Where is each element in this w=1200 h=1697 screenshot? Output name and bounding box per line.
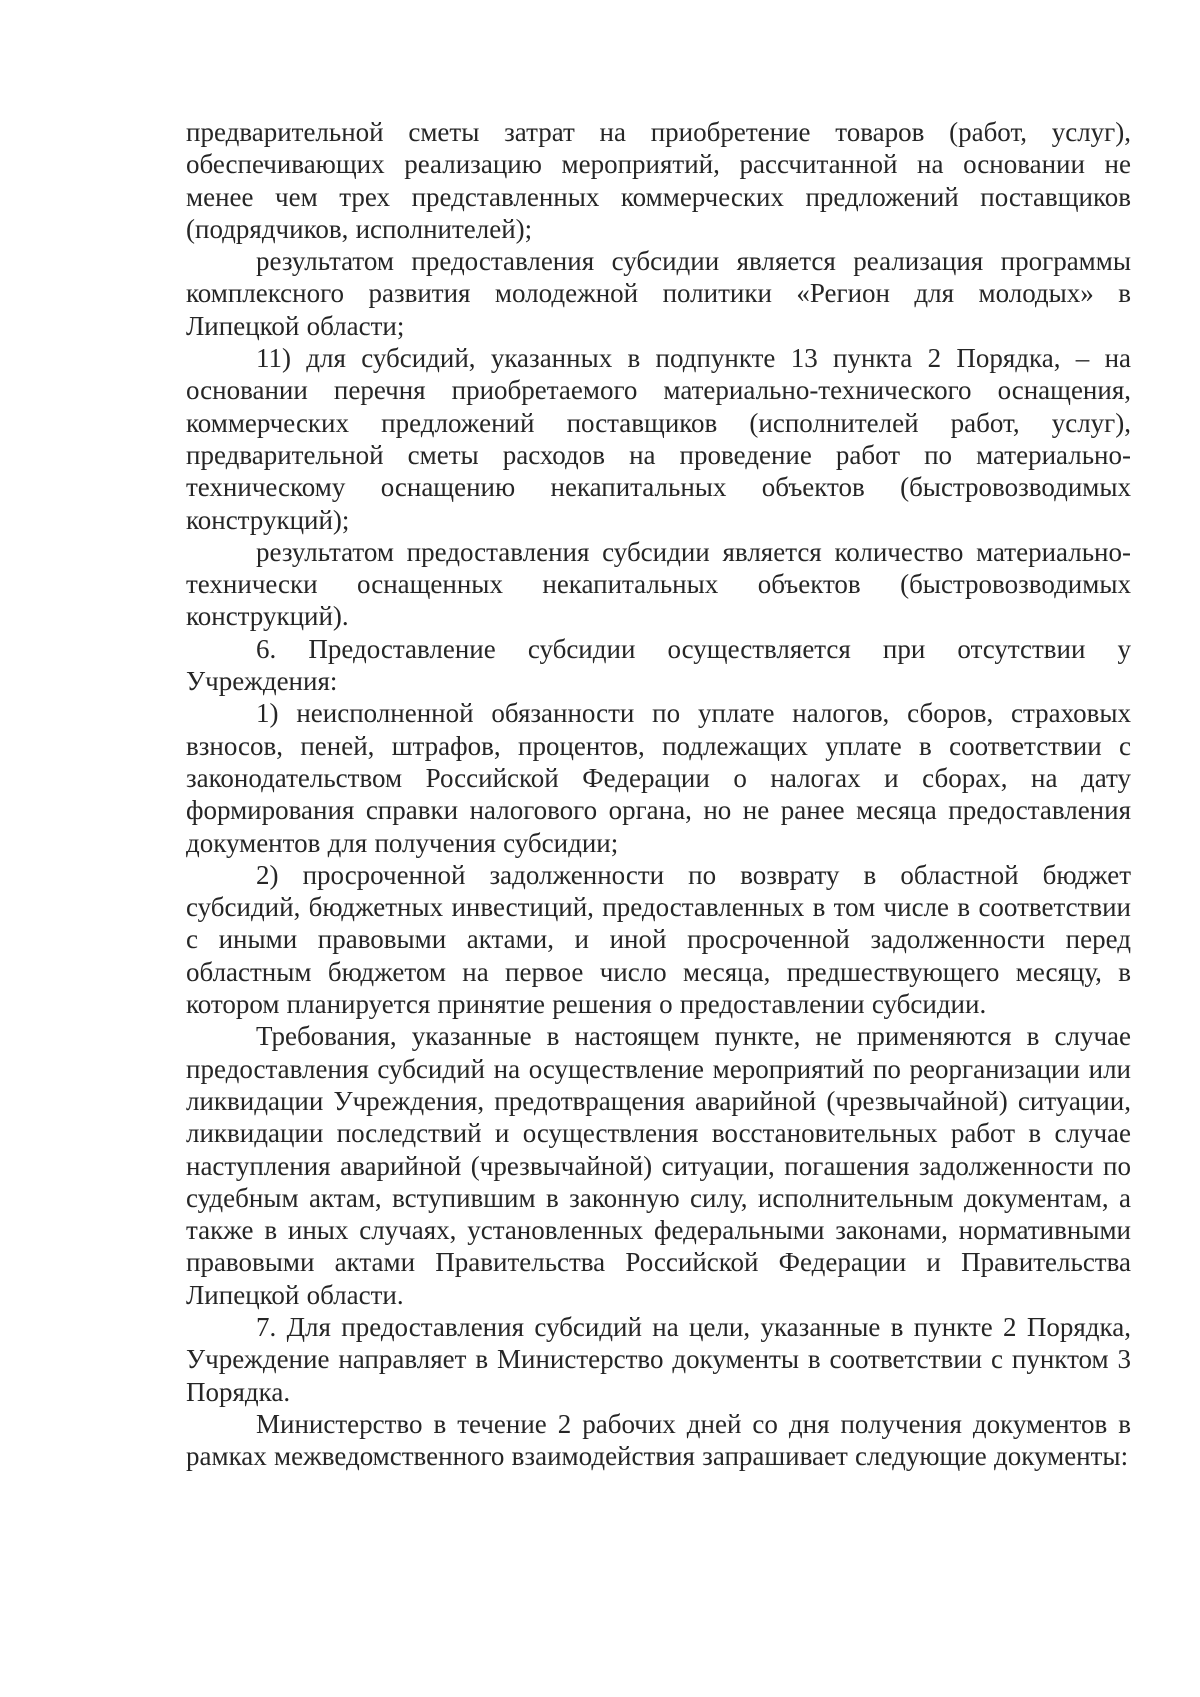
paragraph-result-youth-program: результатом предоставления субсидии является реализация программы комплексного развития молодежной политики «Регион для молодых» в Липецкой области; — [186, 246, 1131, 341]
paragraph-section-6-item-2: 2) просроченной задолженности по возврату в областной бюджет субсидий, бюджетных инвестиций, предоставленных в том числе в соответствии с иными правовыми актами, и иной просроченной задолженности перед областным бюджетом на первое число месяца, предшествующего месяцу, в котором планируется принятие решения о предоставлении субсидии. — [186, 859, 1131, 1020]
paragraph-ministry-request: Министерство в течение 2 рабочих дней со дня получения документов в рамках межведомственного взаимодействия запрашивает следующие документы: — [186, 1408, 1131, 1472]
paragraph-section-6-item-1: 1) неисполненной обязанности по уплате налогов, сборов, страховых взносов, пеней, штрафов, процентов, подлежащих уплате в соответствии с законодательством Российской Федерации о налогах и сборах, на дату формирования справки налогового органа, но не ранее месяца предоставления документов для получения субсидии; — [186, 698, 1131, 858]
paragraph-estimate-continuation: предварительной сметы затрат на приобретение товаров (работ, услуг), обеспечивающих реализацию мероприятий, рассчитанной на основании не менее чем трех представленных коммерческих предложений поставщиков (подрядчиков, исполнителей); — [186, 117, 1131, 244]
paragraph-section-7: 7. Для предоставления субсидий на цели, указанные в пункте 2 Порядка, Учреждение направляет в Министерство документы в соответствии с пунктом 3 Порядка. — [186, 1311, 1131, 1407]
document-body — [186, 116, 1131, 1472]
paragraph-result-equipped-objects: результатом предоставления субсидии является количество материально-технически оснащенных некапитальных объектов (быстровозводимых конструкций). — [186, 536, 1131, 632]
paragraph-item-11: 11) для субсидий, указанных в подпункте 13 пункта 2 Порядка, – на основании перечня приобретаемого материально-технического оснащения, коммерческих предложений поставщиков (исполнителей работ, услуг), предварительной сметы расходов на проведение работ по материально-техническому оснащению некапитальных объектов (быстровозводимых конструкций); — [186, 343, 1131, 535]
paragraph-section-6: 6. Предоставление субсидии осуществляется при отсутствии у Учреждения: — [186, 633, 1131, 697]
paragraph-requirements-exceptions: Требования, указанные в настоящем пункте, не применяются в случае предоставления субсидий на осуществление мероприятий по реорганизации или ликвидации Учреждения, предотвращения аварийной (чрезвычайной) ситуации, ликвидации последствий и осуществления восстановительных работ в случае наступления аварийной (чрезвычайной) ситуации, погашения задолженности по судебным актам, вступившим в законную силу, исполнительным документам, а также в иных случаях, установленных федеральными законами, нормативными правовыми актами Правительства Российской Федерации и Правительства Липецкой области. — [186, 1021, 1131, 1310]
